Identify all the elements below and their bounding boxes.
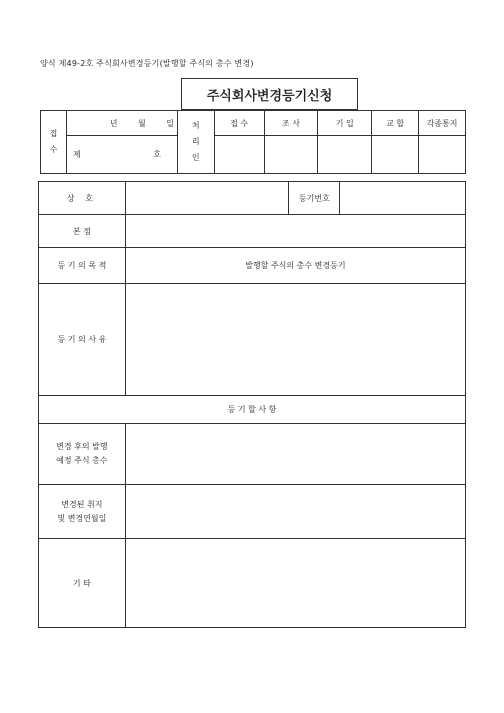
- other-field[interactable]: [125, 539, 465, 628]
- reason-field[interactable]: [125, 284, 465, 396]
- change-purpose-field[interactable]: [125, 485, 465, 539]
- reason-label: 등 기 의 사 유: [39, 284, 126, 396]
- col-receipt: 접 수: [214, 111, 264, 136]
- stamp-receipt[interactable]: [214, 136, 264, 174]
- purpose-value[interactable]: 발행할 주식의 총수 변경등기: [125, 248, 465, 284]
- other-label: 기 타: [39, 539, 126, 628]
- after-total-field[interactable]: [125, 424, 465, 485]
- purpose-label: 등 기 의 목 적: [39, 248, 126, 284]
- number-prefix: 제: [72, 150, 81, 159]
- application-table: [38, 181, 466, 628]
- date-day-label: 일: [166, 118, 175, 128]
- date-month-label: 월: [138, 118, 146, 128]
- processor-label: 처 리 인: [177, 111, 214, 174]
- reg-no-label: 등기번호: [289, 182, 340, 215]
- matters-header: 등 기 할 사 항: [39, 396, 466, 424]
- stamp-review[interactable]: [264, 136, 318, 174]
- receipt-date-cell[interactable]: [66, 111, 177, 136]
- col-review: 조 사: [264, 111, 318, 136]
- receipt-number-cell[interactable]: [66, 136, 177, 174]
- number-suffix: 호: [153, 150, 161, 159]
- form-number-label: 양식 제49-2호 주식회사변경등기(발행할 주식의 총수 변경): [40, 59, 254, 68]
- change-purpose-label: 변경된 취지 및 변경연월일: [39, 485, 126, 539]
- form-title: 주식회사변경등기신청: [181, 78, 358, 110]
- receipt-table: [40, 110, 466, 174]
- reg-no-field[interactable]: [340, 182, 466, 215]
- after-total-label: 변경 후의 발행 예정 주식 총수: [39, 424, 126, 485]
- date-year-label: 년: [109, 118, 118, 128]
- receipt-side-label: 접 수: [41, 111, 67, 174]
- head-office-field[interactable]: [125, 215, 465, 248]
- stamp-check[interactable]: [372, 136, 419, 174]
- col-entry: 기 입: [318, 111, 372, 136]
- col-notice: 각종통지: [419, 111, 466, 136]
- trade-name-field[interactable]: [125, 182, 289, 215]
- trade-name-label: 상 호: [39, 182, 126, 215]
- stamp-entry[interactable]: [318, 136, 372, 174]
- head-office-label: 본 점: [39, 215, 126, 248]
- stamp-notice[interactable]: [419, 136, 466, 174]
- col-check: 교 합: [372, 111, 419, 136]
